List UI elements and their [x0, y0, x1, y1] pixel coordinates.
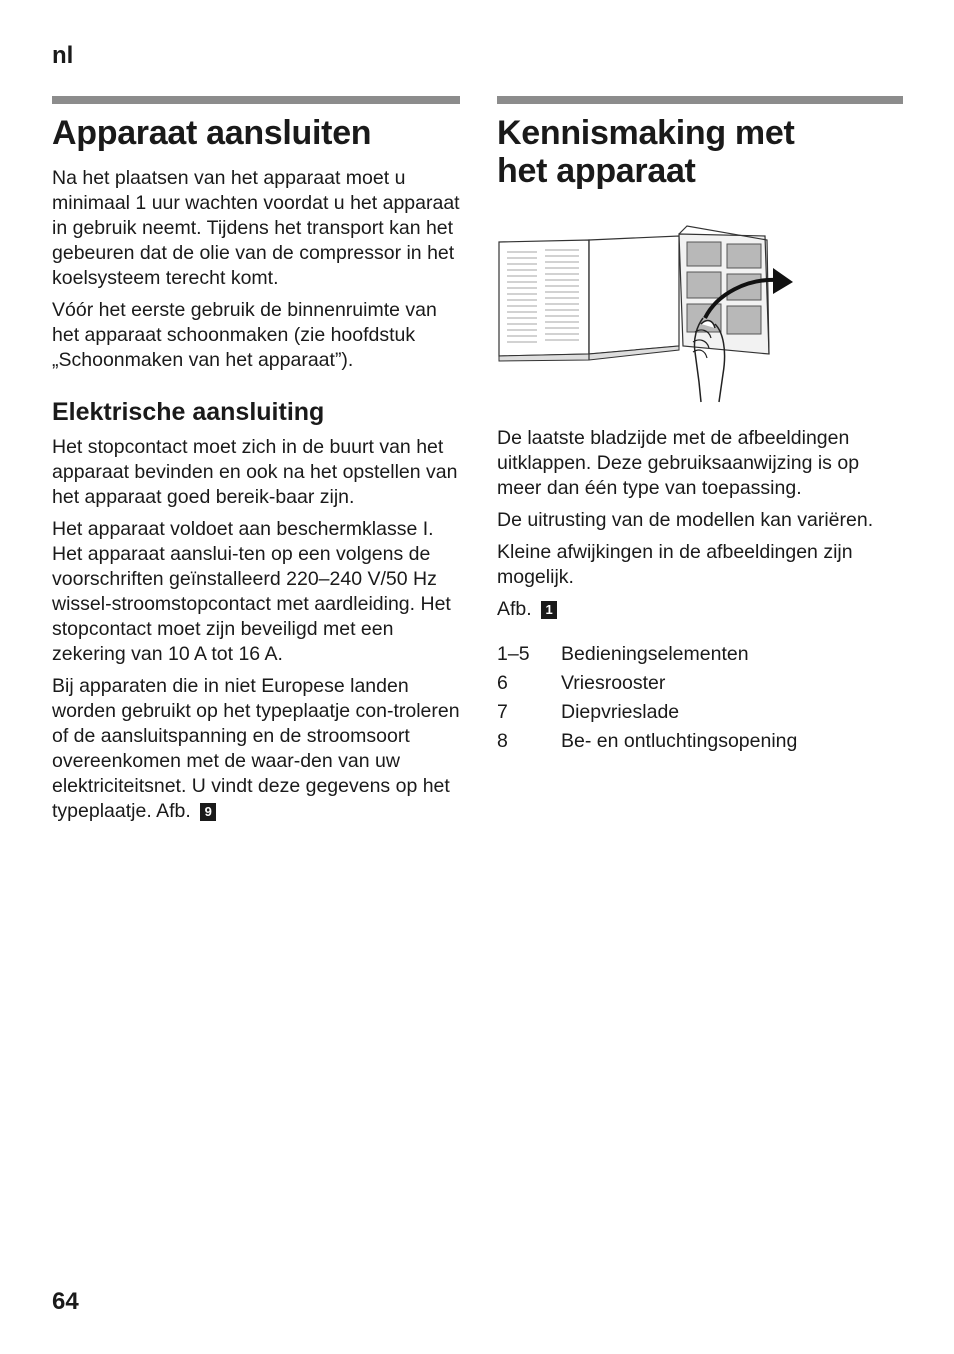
subsection-title: Elektrische aansluiting — [52, 398, 325, 426]
paragraph-text: Bij apparaten die in niet Europese landen worden gebruikt op het typeplaatje con-troleren of de aansluitspanning en de stroomsoort overeenkomen met de waar-den van uw elektriciteitsnet. U vindt deze gegevens op het typeplaatje. Afb. — [52, 675, 460, 822]
figure-badge: 9 — [200, 803, 216, 821]
legend-number: 1–5 — [497, 643, 530, 665]
legend-item — [497, 640, 903, 669]
legend-number: 6 — [497, 672, 508, 694]
paragraph: De laatste bladzijde met de afbeeldingen uitklappen. Deze gebruiksaanwijzing is op meer dan één type van toepassing. — [497, 427, 860, 499]
legend-label: Be- en ontluchtingsopening — [561, 730, 798, 752]
page-number: 64 — [52, 1288, 79, 1315]
paragraph: Het stopcontact moet zich in de buurt van het apparaat bevinden en ook na het opstellen van het apparaat goed bereik-baar zijn. — [52, 436, 458, 508]
section-title: Kennismaking met het apparaat — [497, 114, 795, 190]
legend-label: Vriesrooster — [561, 672, 666, 694]
paragraph: Vóór het eerste gebruik de binnenruimte van het apparaat schoonmaken (zie hoofdstuk „Schoonmaken van het apparaat”). — [52, 299, 437, 371]
legend-number: 8 — [497, 730, 508, 752]
section-title: Apparaat aansluiten — [52, 114, 372, 152]
right-column — [497, 96, 903, 756]
paragraph: Kleine afwijkingen in de afbeeldingen zijn mogelijk. — [497, 541, 853, 588]
section-rule — [52, 96, 460, 104]
legend-list — [497, 640, 903, 756]
paragraph: De uitrusting van de modellen kan variëren. — [497, 509, 874, 531]
paragraph: Het apparaat voldoet aan beschermklasse I. Het apparaat aanslui-ten op een volgens de voorschriften geïnstalleerd 220–240 V/50 Hz wissel-stroomstopcontact met aardleiding. Het stopcontact moet zijn beveiligd met een zekering van 10 A tot 16 A. — [52, 518, 451, 665]
figure-reference: Afb. 1 — [497, 597, 903, 622]
figure-badge: 1 — [541, 601, 557, 619]
manual-unfold-illustration — [497, 214, 903, 410]
paragraph: Na het plaatsen van het apparaat moet u minimaal 1 uur wachten voordat u het apparaat in gebruik neemt. Tijdens het transport kan het gebeuren dat de olie van de compressor in het koelsysteem terecht komt. — [52, 167, 460, 289]
paragraph — [52, 674, 460, 824]
open-book-hand-icon — [497, 214, 797, 410]
legend-item — [497, 727, 903, 756]
legend-label: Diepvrieslade — [561, 701, 680, 723]
legend-number: 7 — [497, 701, 508, 723]
legend-label: Bedieningselementen — [561, 643, 749, 665]
language-label: nl — [52, 42, 74, 69]
section-rule — [497, 96, 903, 104]
left-column — [52, 96, 460, 831]
legend-item — [497, 698, 903, 727]
legend-item — [497, 669, 903, 698]
